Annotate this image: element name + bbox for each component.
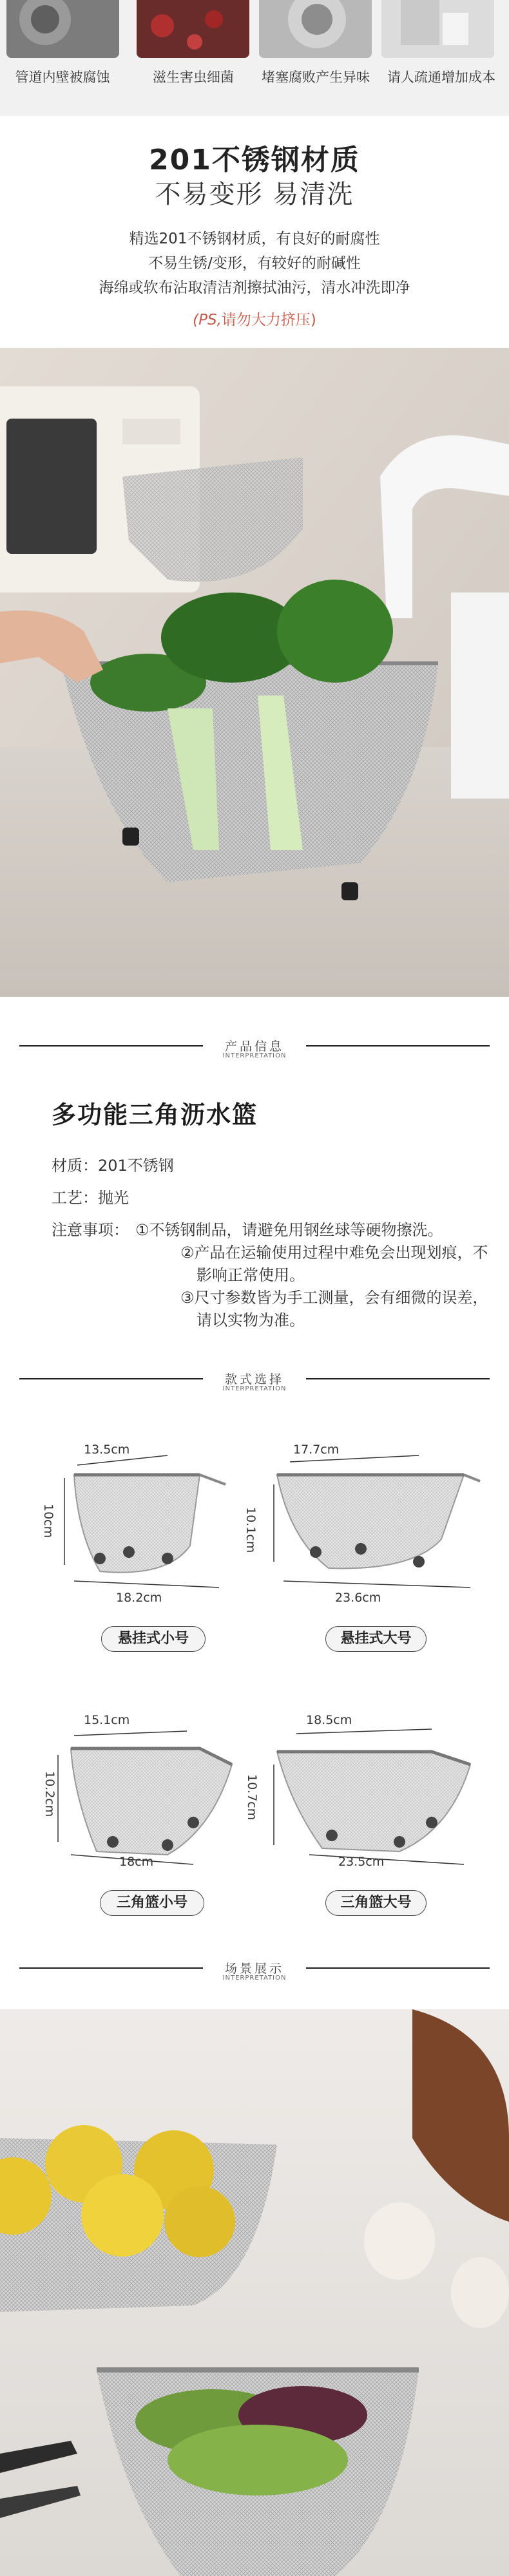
section-title-styles: 款式选择 [224, 1372, 284, 1387]
notes-label: 注意事项： [52, 1221, 129, 1239]
dim-bottom-4: 23.5cm [338, 1855, 385, 1869]
basket-triangle-large [271, 1719, 483, 1868]
dim-side-3: 10.2cm [43, 1771, 57, 1817]
style-option-hanging-small[interactable]: 悬挂式小号 [101, 1626, 206, 1652]
basket-hanging-large [271, 1449, 483, 1591]
divider-left [19, 1045, 203, 1046]
section-title-info: 产品信息 [224, 1039, 284, 1054]
style-option-hanging-large[interactable]: 悬挂式大号 [325, 1626, 427, 1652]
note-line-3: 影响正常使用。 [197, 1266, 305, 1284]
dim-top-3: 15.1cm [84, 1713, 130, 1727]
corroded-pipe-image [6, 0, 119, 58]
section-subtitle-scene: INTERPRETATION [222, 1975, 287, 1982]
scene-photo [0, 2009, 509, 2576]
dim-bottom-2: 23.6cm [335, 1591, 381, 1605]
divider-right-scene [306, 1967, 490, 1969]
dim-side-2: 10.1cm [244, 1507, 258, 1553]
basket-greens-photo [0, 348, 509, 997]
material-line-1: 精选201不锈钢材质，有良好的耐腐性 [129, 231, 380, 247]
process-label: 工艺： [52, 1189, 98, 1207]
dim-top-2: 17.7cm [293, 1443, 340, 1457]
warning-note [0, 308, 509, 329]
note-text: 请勿大力挤压) [221, 312, 316, 328]
material-line-3: 海绵或软布沾取清洁剂擦拭油污，清水冲洗即净 [99, 279, 410, 296]
clogged-drain-image [259, 0, 372, 58]
section-title-scene: 场景展示 [224, 1962, 284, 1976]
dim-top-1: 13.5cm [84, 1443, 130, 1457]
material-row [52, 1153, 174, 1175]
dim-side-4: 10.7cm [245, 1774, 259, 1821]
style-option-triangle-large[interactable]: 三角篮大号 [325, 1890, 427, 1916]
plumber-image [381, 0, 494, 58]
caption-odor: 堵塞腐败产生异味 [262, 70, 370, 85]
divider-left-scene [19, 1967, 203, 1969]
dim-bottom-3: 18cm [119, 1855, 154, 1869]
basket-triangle-small [39, 1719, 245, 1868]
caption-pipe: 管道内壁被腐蚀 [15, 70, 110, 85]
caption-cost: 请人疏通增加成本 [387, 70, 495, 85]
material-label: 材质： [52, 1157, 98, 1175]
material-title: 201不锈钢材质 [149, 144, 360, 176]
product-name: 多功能三角沥水篮 [52, 1101, 258, 1129]
process-value: 抛光 [98, 1189, 129, 1207]
dim-bottom-1: 18.2cm [116, 1591, 162, 1605]
divider-left-styles [19, 1378, 203, 1379]
bacteria-image [137, 0, 249, 58]
material-line-2: 不易生锈/变形，有较好的耐碱性 [148, 255, 361, 272]
caption-bacteria: 滋生害虫细菌 [153, 70, 234, 85]
section-subtitle-styles: INTERPRETATION [222, 1385, 287, 1392]
note-line-4: ③尺寸参数皆为手工测量，会有细微的误差， [180, 1289, 488, 1307]
section-subtitle-info: INTERPRETATION [222, 1052, 287, 1059]
material-subtitle: 不易变形 易清洗 [155, 180, 354, 209]
note-line-1: ①不锈钢制品，请避免用钢丝球等硬物擦洗。 [135, 1221, 443, 1239]
process-row [52, 1185, 129, 1208]
material-value: 201不锈钢 [98, 1157, 174, 1175]
basket-hanging-small [39, 1449, 232, 1591]
note-line-5: 请以实物为准。 [197, 1311, 305, 1329]
style-option-triangle-small[interactable]: 三角篮小号 [100, 1890, 204, 1916]
note-line-2: ②产品在运输使用过程中难免会出现划痕，不 [180, 1244, 488, 1262]
divider-right-styles [306, 1378, 490, 1379]
dim-side-1: 10cm [41, 1504, 55, 1539]
dim-top-4: 18.5cm [306, 1713, 352, 1727]
divider-right [306, 1045, 490, 1046]
note-ps: (PS, [193, 312, 222, 328]
